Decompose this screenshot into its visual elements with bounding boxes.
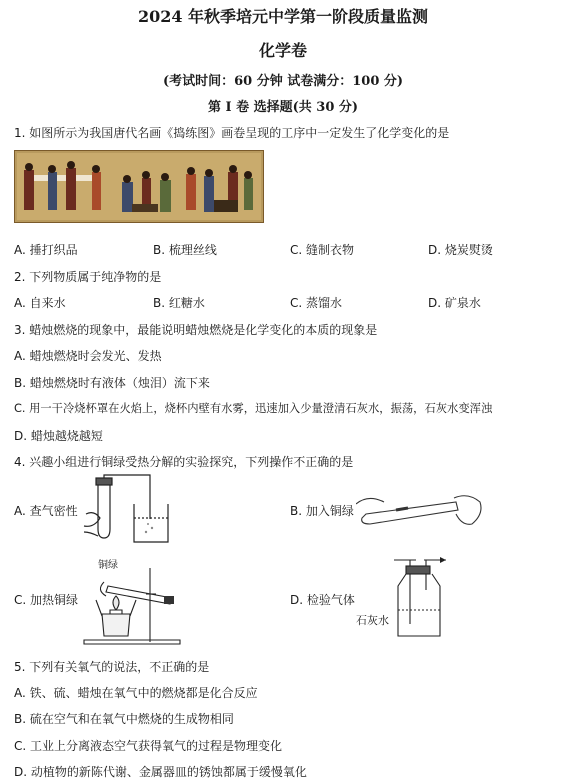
painting-image: [14, 150, 264, 223]
question-2-option-c[interactable]: C. 蒸馏水: [290, 296, 343, 310]
limewater-label: 石灰水: [356, 614, 389, 627]
question-5-option-d[interactable]: D. 动植物的新陈代谢、金属器皿的锈蚀都属于缓慢氧化: [14, 765, 307, 779]
question-3-option-d[interactable]: D. 蜡烛越烧越短: [14, 429, 103, 443]
question-4-option-a[interactable]: A. 查气密性: [14, 504, 78, 518]
question-5-option-c[interactable]: C. 工业上分离液态空气获得氧气的过程是物理变化: [14, 739, 283, 753]
question-1-option-a[interactable]: A. 捶打织品: [14, 243, 78, 257]
question-4-option-b[interactable]: B. 加入铜绿: [290, 504, 354, 518]
section-title: 第 I 卷 选择题(共 30 分): [207, 100, 359, 115]
heating-apparatus: [80, 566, 190, 648]
question-2-option-a[interactable]: A. 自来水: [14, 296, 66, 310]
question-4-option-c[interactable]: C. 加热铜绿: [14, 593, 79, 607]
airtight-check-apparatus: [80, 474, 180, 546]
question-5-option-a[interactable]: A. 铁、硫、蜡烛在氧气中的燃烧都是化合反应: [14, 686, 258, 700]
question-1-option-d[interactable]: D. 烧炭熨烫: [428, 243, 493, 257]
question-2-option-d[interactable]: D. 矿泉水: [428, 296, 481, 310]
question-1-stem: 1. 如图所示为我国唐代名画《捣练图》画卷呈现的工序中一定发生了化学变化的是: [14, 126, 450, 140]
question-3-option-c[interactable]: C. 用一干冷烧杯罩在火焰上，烧杯内壁有水雾，迅速加入少量澄清石灰水，振荡，石灰水变浑浊: [14, 402, 493, 415]
question-5-option-b[interactable]: B. 硫在空气和在氧气中燃烧的生成物相同: [14, 712, 234, 726]
question-1-option-c[interactable]: C. 缝制衣物: [290, 243, 355, 257]
question-5-stem: 5. 下列有关氧气的说法，不正确的是: [14, 660, 210, 674]
verdigris-label: 铜绿: [98, 560, 118, 571]
question-1-option-b[interactable]: B. 梳理丝线: [153, 243, 217, 257]
question-3-option-b[interactable]: B. 蜡烛燃烧时有液体（烛泪）流下来: [14, 376, 210, 390]
subject-title: 化学卷: [258, 41, 307, 60]
gas-test-apparatus: [392, 554, 448, 640]
question-3-stem: 3. 蜡烛燃烧的现象中，最能说明蜡烛燃烧是化学变化的本质的现象是: [14, 323, 378, 337]
exam-info: (考试时间：60 分钟 试卷满分：100 分): [162, 74, 404, 89]
question-4-stem: 4. 兴趣小组进行铜绿受热分解的实验探究，下列操作不正确的是: [14, 455, 354, 469]
add-verdigris-apparatus: [356, 484, 486, 534]
question-4-option-d[interactable]: D. 检验气体: [290, 593, 355, 607]
question-2-option-b[interactable]: B. 红糖水: [153, 296, 205, 310]
question-3-option-a[interactable]: A. 蜡烛燃烧时会发光、发热: [14, 349, 162, 363]
exam-title: 2024 年秋季培元中学第一阶段质量监测: [137, 7, 429, 26]
question-2-stem: 2. 下列物质属于纯净物的是: [14, 270, 162, 284]
